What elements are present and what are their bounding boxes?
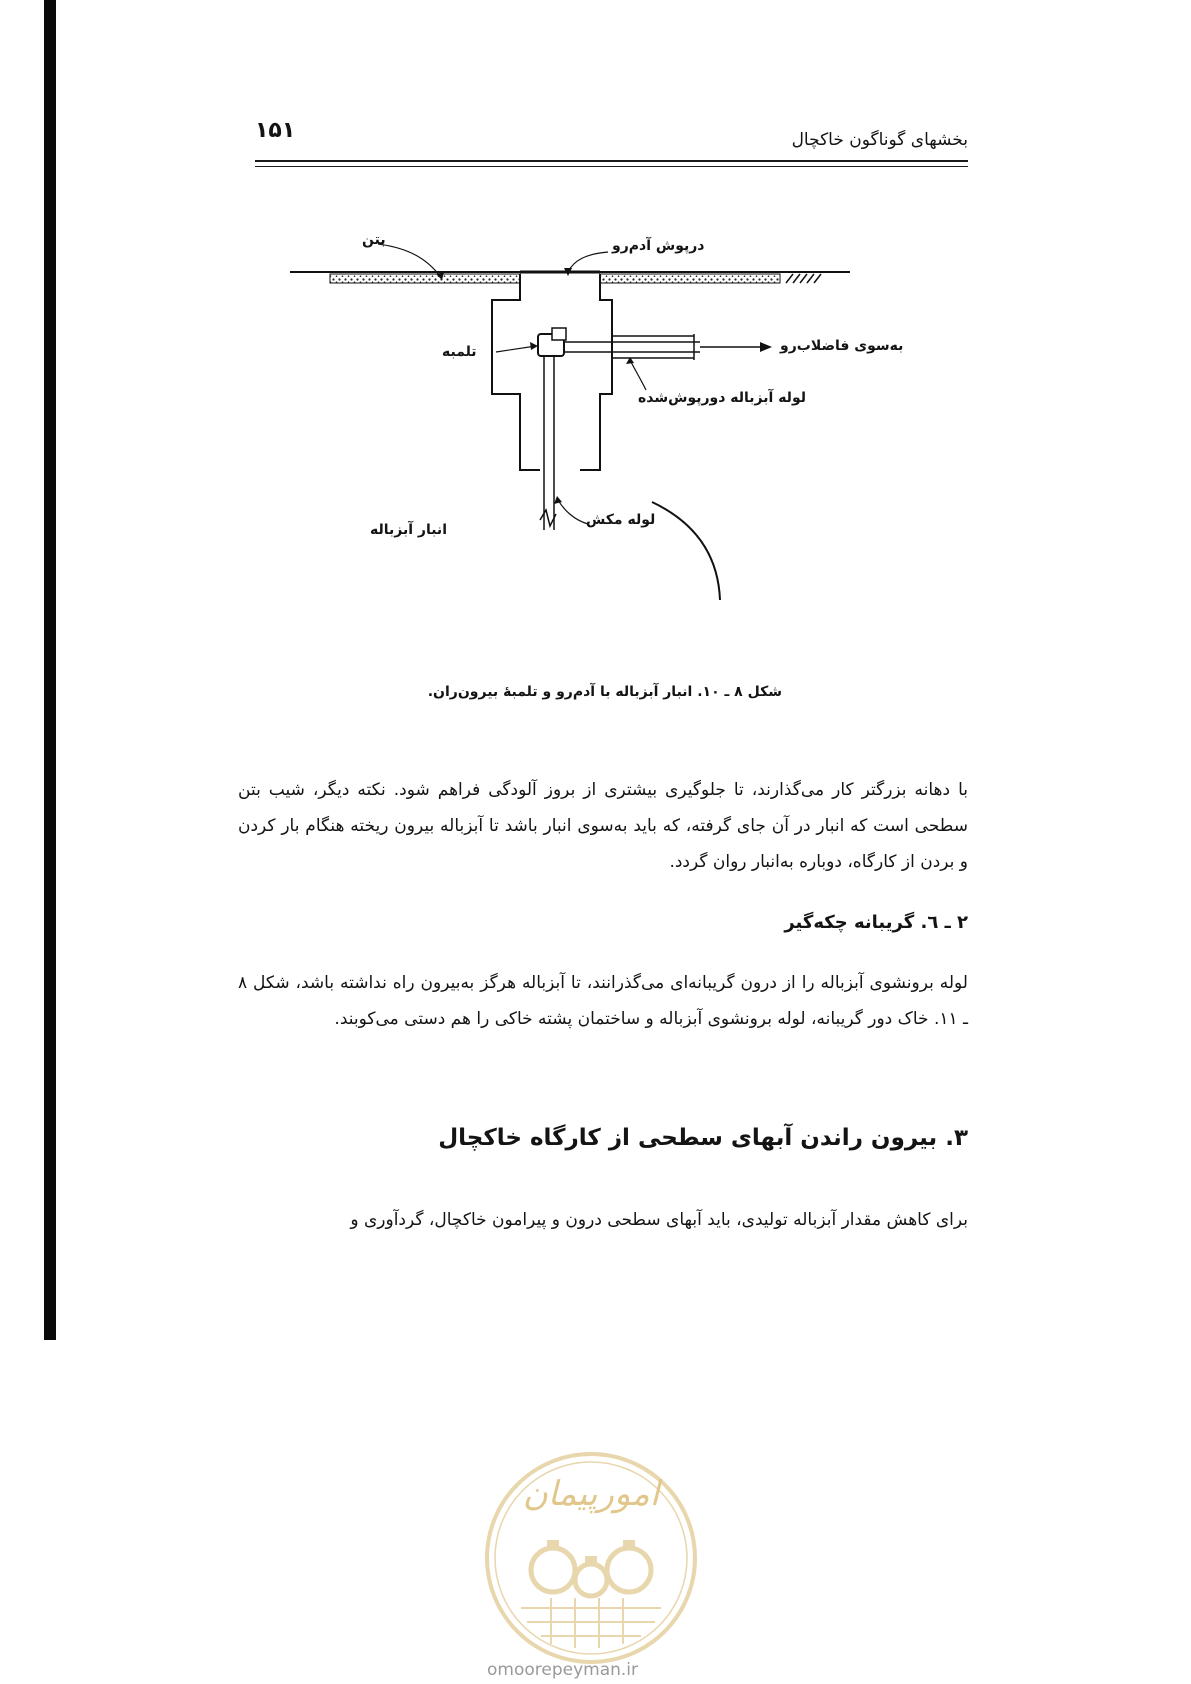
section-heading: ۳. بیرون راندن آبهای سطحی از کارگاه خاکچال	[438, 1125, 968, 1151]
subsection-heading: ۲ ـ ٦. گریبانه چکه‌گیر	[784, 912, 968, 933]
running-header: بخشهای گوناگون خاکچال	[791, 130, 968, 150]
label-suction-pipe: لوله مکش	[586, 512, 656, 528]
figure-leachate-store	[290, 230, 950, 650]
watermark-logo-text: امورپیمان	[522, 1474, 660, 1514]
body-paragraph: با دهانه بزرگتر کار می‌گذارند، تا جلوگیری بیشتری از بروز آلودگی فراهم شود. نکته دیگر، شیب بتن سطحی است که انبار در آن جای گرفته، که باید به‌سوی انبار باشد تا آبزباله بیرون ریخته هنگام بار کردن و بردن از کارگاه، دوباره به‌انبار روان گردد.	[238, 780, 968, 872]
header-rule-thin	[255, 166, 968, 167]
figure-caption: شکل ۸ ـ ۱۰. انبار آبزباله با آدم‌رو و تلمبهٔ بیرون‌ران.	[427, 684, 782, 700]
label-sleeved-pipe: لوله آبزباله دورپوش‌شده	[638, 390, 806, 406]
page-number: ۱۵۱	[255, 118, 296, 143]
body-paragraph: لوله برونشوی آبزباله را از درون گریبانه‌ای می‌گذرانند، تا آبزباله هرگز به‌بیرون راه نداشته باشد، شکل ۸ ـ ۱۱. خاک دور گریبانه، لوله برونشوی آبزباله و ساختمان پشته خاکی را هم دستی می‌کوبند.	[238, 973, 968, 1029]
label-leachate-store: انبار آبزباله	[370, 522, 447, 538]
watermark-seal	[481, 1448, 701, 1668]
watermark-url: omoorepeyman.ir	[487, 1660, 639, 1680]
label-to-sewer: به‌سوی فاضلاب‌رو	[780, 338, 904, 354]
body-paragraph: برای کاهش مقدار آبزباله تولیدی، باید آبهای سطحی درون و پیرامون خاکچال، گردآوری و	[350, 1210, 968, 1230]
binding-edge	[44, 0, 56, 1340]
figure-drawing	[290, 230, 950, 650]
label-manhole-cover: درپوش آدم‌رو	[612, 238, 705, 254]
header-rule	[255, 160, 968, 162]
label-concrete: بتن	[362, 232, 386, 248]
label-pump: تلمبه	[442, 344, 477, 360]
